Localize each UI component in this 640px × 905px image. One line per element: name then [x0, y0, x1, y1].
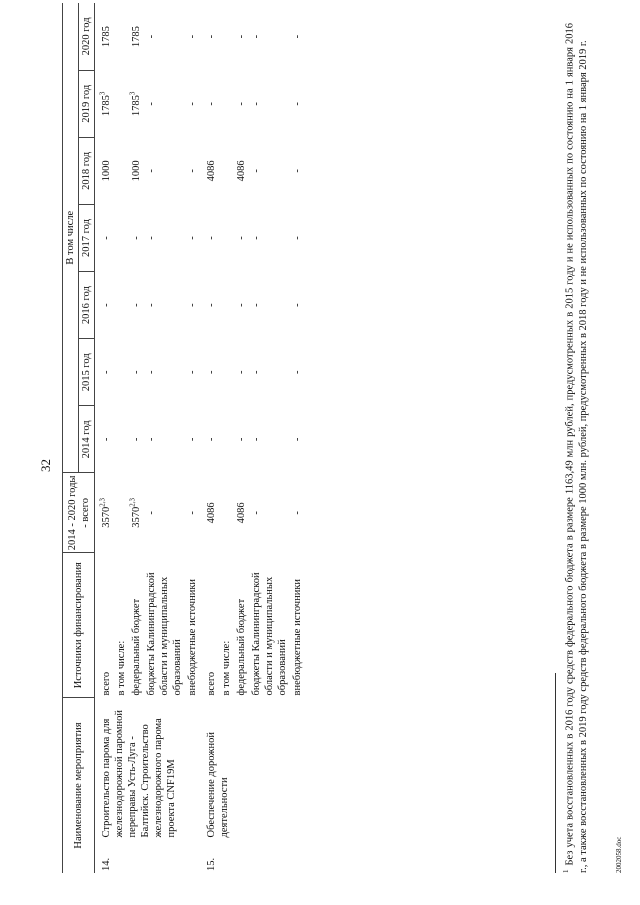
value-cell: -: [186, 236, 198, 240]
value-cell: -: [186, 34, 198, 39]
table-row: [99, 3, 114, 873]
value-cell: -: [145, 34, 157, 39]
value-cell: -: [130, 437, 142, 442]
value-cell: 1000: [130, 160, 142, 182]
value-cell: -: [250, 169, 262, 173]
value-cell: -: [205, 370, 217, 374]
value-cell: -: [130, 303, 142, 307]
value-cell: -: [291, 102, 303, 106]
value-cell: -: [250, 303, 262, 307]
value-cell: -: [291, 437, 303, 442]
value-cell: -: [291, 169, 303, 173]
total-cell: -: [145, 511, 157, 515]
source-cell: бюджеты Калининградской области и муниципальных образований: [145, 572, 183, 696]
value-cell: -: [291, 34, 303, 39]
header-total: 2014 - 2020 годы - всего: [63, 473, 95, 553]
source-cell: федеральный бюджет: [235, 598, 247, 696]
header-name: Наименование мероприятия: [63, 697, 95, 873]
value-cell: 1785: [100, 26, 112, 48]
value-cell: -: [235, 102, 247, 106]
measure-number: 14.: [100, 857, 112, 871]
document-id: 2002058.doc: [615, 836, 623, 873]
source-cell: внебюджетные источники: [186, 578, 198, 696]
value-cell: -: [186, 303, 198, 307]
page-number: 32: [38, 459, 53, 472]
source-cell: всего: [100, 671, 112, 696]
source-cell: федеральный бюджет: [130, 598, 142, 696]
source-cell: бюджеты Калининградской области и муниципальных образований: [250, 572, 288, 696]
value-cell: -: [145, 102, 157, 106]
year-header: 2015 год: [79, 339, 95, 406]
year-header: 2018 год: [79, 137, 95, 204]
value-cell: -: [205, 236, 217, 240]
value-cell: -: [235, 437, 247, 442]
value-cell: -: [250, 437, 262, 442]
value-cell: -: [100, 437, 112, 442]
value-cell: -: [130, 236, 142, 240]
total-cell: 4086: [235, 502, 247, 524]
value-cell: -: [130, 370, 142, 374]
value-cell: -: [291, 236, 303, 240]
measure-name: Обеспечение дорожной деятельности: [205, 732, 230, 838]
value-cell: -: [235, 370, 247, 374]
value-cell: -: [100, 236, 112, 240]
value-cell: -: [205, 303, 217, 307]
year-header: 2014 год: [79, 406, 95, 473]
value-cell: 1785$^3$: [98, 91, 112, 117]
value-cell: -: [205, 102, 217, 106]
footnote-separator: [555, 673, 556, 873]
footnote-text: Без учета восстановленных в 2016 году средств федерального бюджета в размере 1163,49 млн рублей, предусмотренных в 2015 году и не использованных по состоянию на 1 января 2016 г., а также восстановленных в 2019 году средств федерального бюджета в размере 1000 млн. рублей, предусмотренных в 2018 году и не использованных по состоянию на 1 января 2019 г.: [564, 23, 589, 873]
value-cell: -: [145, 236, 157, 240]
year-header: 2016 год: [79, 272, 95, 339]
value-cell: -: [250, 370, 262, 374]
year-header: 2020 год: [79, 3, 95, 70]
measure-name: Строительство парома для железнодорожной паромной переправы Усть-Луга - Балтийск. Строительство железнодорожного парома проекта CNF19M: [100, 710, 177, 838]
value-cell: 4086: [205, 160, 217, 182]
value-cell: -: [250, 102, 262, 106]
value-cell: -: [250, 34, 262, 39]
value-cell: 1785$^3$: [128, 91, 142, 117]
value-cell: -: [145, 370, 157, 374]
value-cell: -: [250, 236, 262, 240]
value-cell: 4086: [235, 160, 247, 182]
year-header: 2017 год: [79, 204, 95, 271]
footnote: [560, 23, 590, 873]
total-cell: 3570$^{2,3}$: [128, 498, 142, 528]
total-cell: 3570$^{2,3}$: [98, 498, 112, 528]
value-cell: -: [186, 437, 198, 442]
header-sources: Источники финансирования: [63, 553, 95, 698]
footnote-mark: 1: [562, 869, 570, 873]
value-cell: 1785: [130, 26, 142, 48]
total-cell: -: [291, 511, 303, 515]
financing-table: [62, 3, 305, 873]
table-row: [204, 3, 219, 873]
value-cell: -: [186, 169, 198, 173]
measure-number: 15.: [205, 857, 217, 871]
total-cell: -: [186, 511, 198, 515]
value-cell: -: [291, 370, 303, 374]
value-cell: -: [235, 303, 247, 307]
total-cell: -: [250, 511, 262, 515]
source-cell: внебюджетные источники: [291, 578, 303, 696]
source-cell: в том числе:: [115, 640, 127, 696]
value-cell: -: [186, 102, 198, 106]
value-cell: -: [205, 34, 217, 39]
source-cell: всего: [205, 671, 217, 696]
total-cell: 4086: [205, 502, 217, 524]
value-cell: -: [186, 370, 198, 374]
year-header: 2019 год: [79, 70, 95, 137]
value-cell: -: [145, 303, 157, 307]
value-cell: -: [100, 370, 112, 374]
value-cell: -: [205, 437, 217, 442]
value-cell: -: [235, 236, 247, 240]
value-cell: -: [145, 169, 157, 173]
value-cell: -: [291, 303, 303, 307]
source-cell: в том числе:: [220, 640, 232, 696]
value-cell: 1000: [100, 160, 112, 182]
value-cell: -: [145, 437, 157, 442]
header-group: В том числе: [63, 3, 79, 473]
value-cell: -: [100, 303, 112, 307]
value-cell: -: [235, 34, 247, 39]
